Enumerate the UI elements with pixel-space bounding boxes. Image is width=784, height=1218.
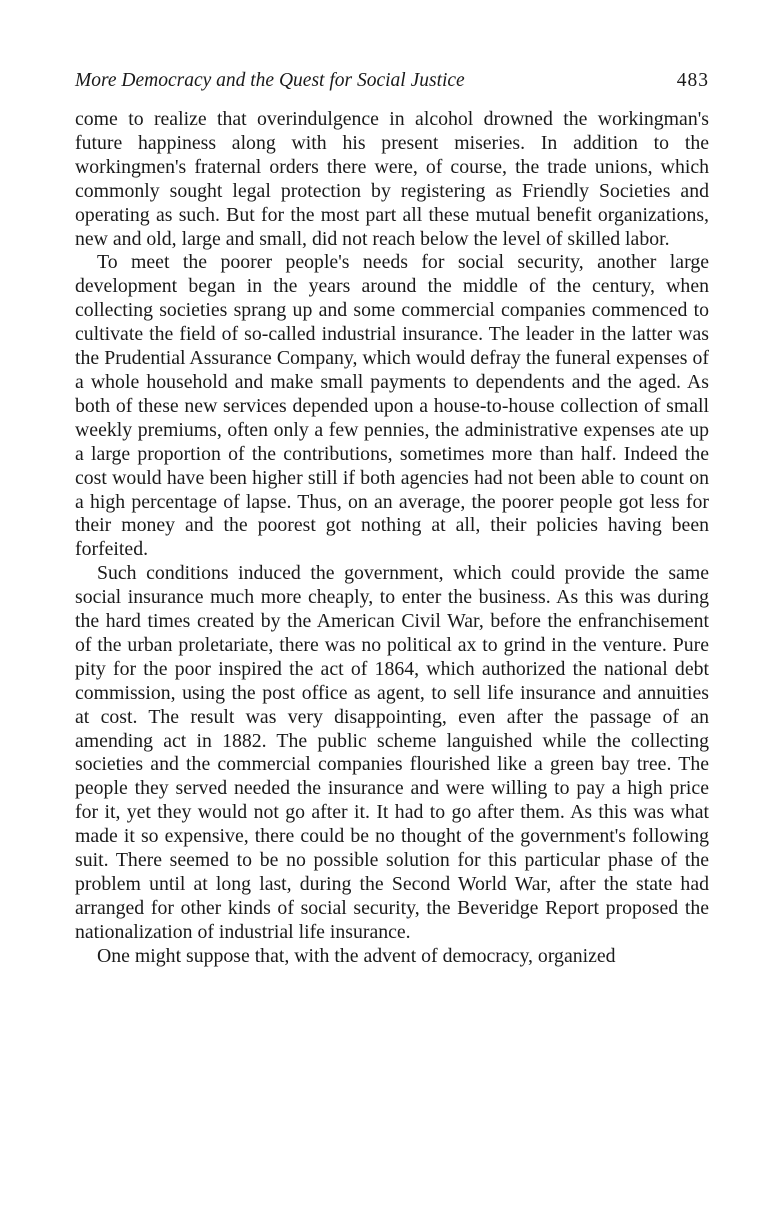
body-text — [75, 108, 709, 969]
paragraph-industrial-insurance: To meet the poorer people's needs for social security, another large development began in the years around the middle of the century, when collecting societies sprang up and some commercial companies commenced to cultivate the field of so-called industrial insurance. The leader in the latter was the Prudential Assurance Company, which would defray the funeral expenses of a whole household and make small payments to dependents and the aged. As both of these new services depended upon a house-to-house collection of small weekly premiums, often only a few pennies, the administrative expenses ate up a large proportion of the contributions, sometimes more than half. Indeed the cost would have been higher still if both agencies had not been able to count on a high percentage of lapse. Thus, on an average, the poorer people got less for their money and the poorest got nothing at all, their policies having been forfeited. — [75, 251, 709, 561]
running-head — [75, 70, 709, 108]
book-page — [75, 70, 709, 969]
page-number: 483 — [676, 70, 709, 91]
paragraph-democracy: One might suppose that, with the advent of democracy, organized — [97, 944, 616, 967]
paragraph-continued: come to realize that overindulgence in alcohol drowned the workingman's future happiness along with his present miseries. In addition to the workingmen's fraternal orders there were, of course, the trade unions, which commonly sought legal protection by registering as Friendly Societies and operating as such. But for the most part all these mutual benefit organizations, new and old, large and small, did not reach below the level of skilled labor. — [75, 108, 709, 250]
running-title: More Democracy and the Quest for Social Justice — [75, 70, 465, 91]
paragraph-government-insurance: Such conditions induced the government, which could provide the same social insurance much more cheaply, to enter the business. As this was during the hard times created by the American Civil War, before the enfranchisement of the urban proletariate, there was no political ax to grind in the venture. Pure pity for the poor inspired the act of 1864, which authorized the national debt commission, using the post office as agent, to sell life insurance and annuities at cost. The result was very disappointing, even after the passage of an amending act in 1882. The public scheme languished while the collecting societies and the commercial companies flourished like a green bay tree. The people they served needed the insurance and were willing to pay a high price for it, yet they would not go after it. It had to go after them. As this was what made it so expensive, there could be no thought of the government's following suit. There seemed to be no possible solution for this particular phase of the problem until at long last, during the Second World War, after the state had arranged for other kinds of social security, the Beveridge Report proposed the nationalization of industrial life insurance. — [75, 562, 709, 943]
